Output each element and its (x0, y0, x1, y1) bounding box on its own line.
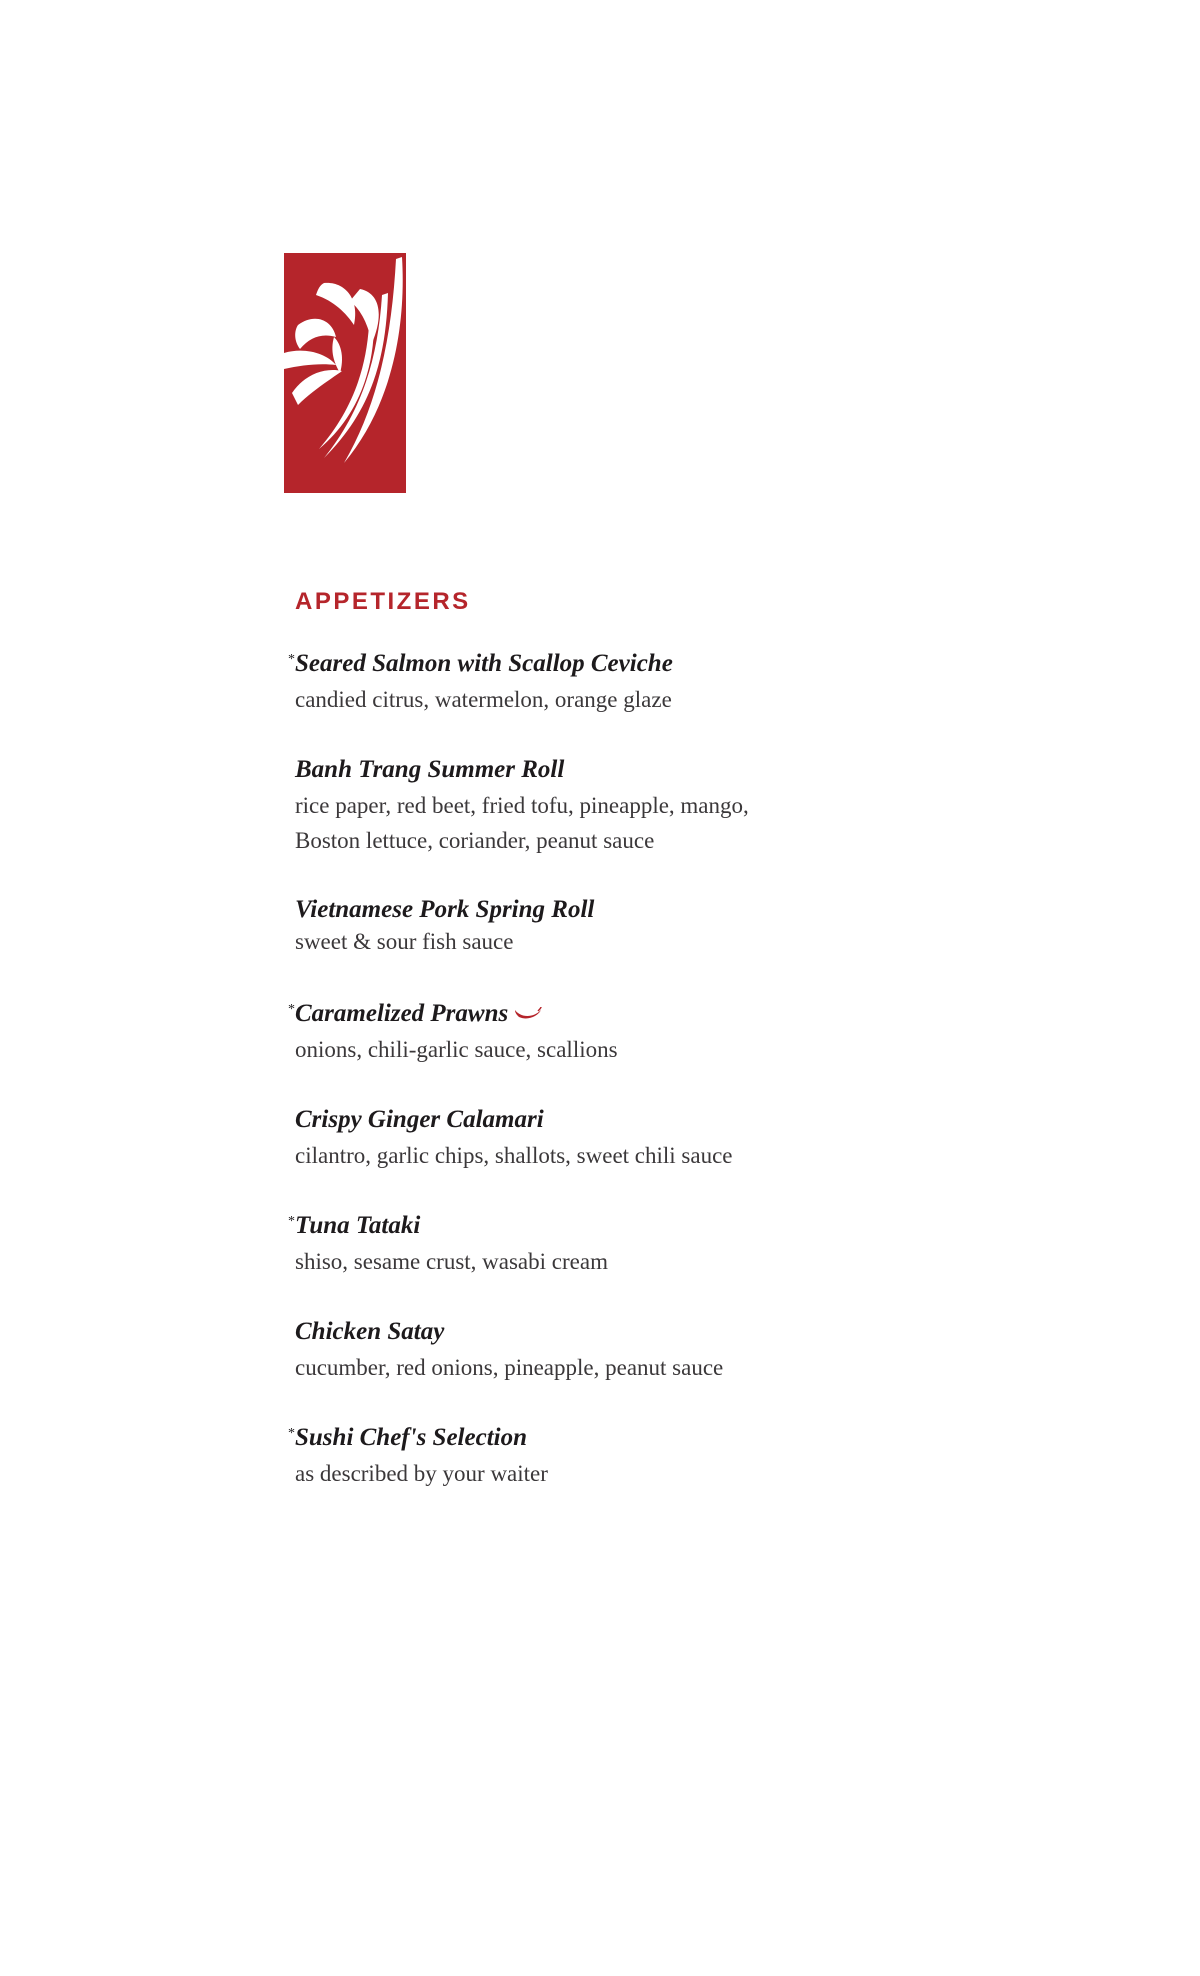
item-name (295, 1316, 444, 1348)
raw-item-asterisk: * (288, 1426, 295, 1441)
item-name (288, 648, 673, 680)
item-description-line: candied citrus, watermelon, orange glaze (295, 687, 672, 712)
item-name-text: Seared Salmon with Scallop Ceviche (295, 650, 673, 677)
item-name-text: Chicken Satay (295, 1318, 445, 1345)
item-name-text: Vietnamese Pork Spring Roll (295, 896, 595, 923)
item-description-line: cucumber, red onions, pineapple, peanut sauce (295, 1355, 724, 1380)
item-description (295, 1456, 855, 1491)
item-description-line: Boston lettuce, coriander, peanut sauce (295, 828, 655, 853)
item-name (288, 1422, 527, 1454)
item-description-line: rice paper, red beet, fried tofu, pineapple, mango, (295, 793, 749, 818)
item-description-line: shiso, sesame crust, wasabi cream (295, 1249, 608, 1274)
item-description (295, 924, 855, 959)
orchid-flower-logo (284, 253, 406, 493)
item-description (295, 1244, 855, 1279)
raw-item-asterisk: * (288, 1002, 295, 1017)
item-description-line: cilantro, garlic chips, shallots, sweet chili sauce (295, 1143, 733, 1168)
item-description (295, 682, 855, 717)
item-name-text: Tuna Tataki (295, 1212, 421, 1239)
item-name (295, 1104, 544, 1136)
item-name (288, 998, 542, 1030)
item-name (295, 754, 564, 786)
item-name-text: Sushi Chef's Selection (295, 1424, 527, 1451)
item-name-text: Banh Trang Summer Roll (295, 756, 565, 783)
item-name (295, 894, 594, 926)
item-description (295, 1350, 855, 1385)
item-name (288, 1210, 421, 1242)
raw-item-asterisk: * (288, 652, 295, 667)
raw-item-asterisk: * (288, 1214, 295, 1229)
item-description-line: as described by your waiter (295, 1461, 548, 1486)
item-name-text: Caramelized Prawns (295, 1000, 509, 1027)
item-description-line: onions, chili-garlic sauce, scallions (295, 1037, 618, 1062)
item-description (295, 1138, 855, 1173)
chili-pepper-icon (514, 1007, 542, 1021)
item-description-line: sweet & sour fish sauce (295, 929, 514, 954)
item-description (295, 1032, 855, 1067)
item-name-text: Crispy Ginger Calamari (295, 1106, 544, 1133)
item-description (295, 788, 855, 858)
section-title: APPETIZERS (295, 588, 471, 615)
